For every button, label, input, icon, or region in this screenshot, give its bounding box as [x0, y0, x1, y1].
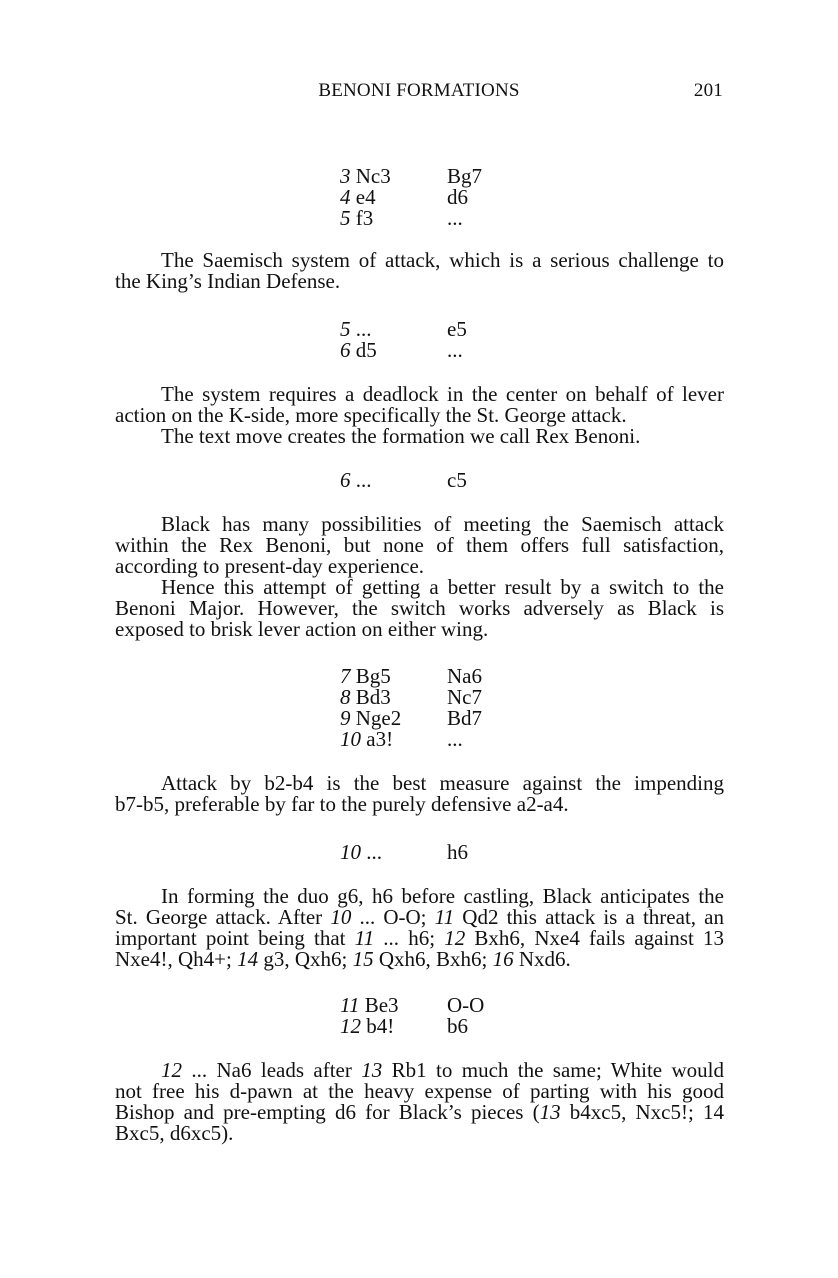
text-line: Benoni Major. However, the switch works adversely as Black is — [115, 596, 724, 620]
paragraph — [115, 773, 724, 815]
move-number: 8 — [340, 685, 351, 709]
move-row — [340, 319, 467, 340]
white-move — [340, 319, 447, 340]
white-move-text: d5 — [355, 338, 377, 362]
move-number: 6 — [340, 468, 351, 492]
text-line: Nxe4!, Qh4+; 14 g3, Qxh6; 15 Qxh6, Bxh6; 16 Nxd6. — [115, 947, 571, 971]
text-line: according to present-day experience. — [115, 554, 425, 578]
text-line: important point being that 11 ... h6; 12 Bxh6, Nxe4 fails against 13 — [115, 926, 724, 950]
black-move: ... — [447, 338, 463, 362]
white-move — [340, 842, 447, 863]
move-number: 4 — [340, 185, 351, 209]
white-move — [340, 470, 447, 491]
move-row — [340, 470, 467, 491]
white-move-text: f3 — [355, 206, 374, 230]
paragraph — [115, 1060, 724, 1144]
white-move — [340, 729, 447, 750]
white-move-text: e4 — [355, 185, 376, 209]
move-row — [340, 729, 482, 750]
text-line: within the Rex Benoni, but none of them offers full satisfaction, — [115, 533, 724, 557]
white-move-text: ... — [366, 840, 382, 864]
black-move: ... — [447, 727, 463, 751]
text-line: b7-b5, preferable by far to the purely defensive a2-a4. — [115, 792, 569, 816]
text-line: Hence this attempt of getting a better result by a switch to the — [161, 575, 724, 599]
text-line: Bxc5, d6xc5). — [115, 1121, 234, 1145]
inline-move-number: 10 — [330, 905, 352, 929]
black-move: h6 — [447, 840, 468, 864]
inline-move-number: 14 — [237, 947, 259, 971]
text-line: The text move creates the formation we call Rex Benoni. — [161, 424, 641, 448]
white-move — [340, 166, 447, 187]
white-move — [340, 1016, 447, 1037]
move-number: 6 — [340, 338, 351, 362]
white-move-text: Nc3 — [355, 164, 391, 188]
move-number: 10 — [340, 727, 361, 751]
paragraph — [115, 514, 724, 640]
move-block — [340, 666, 482, 750]
inline-move-number: 15 — [352, 947, 374, 971]
move-row — [340, 340, 467, 361]
move-row — [340, 166, 482, 187]
black-move: Nc7 — [447, 685, 482, 709]
paragraph — [115, 886, 724, 970]
move-row — [340, 208, 482, 229]
move-row — [340, 666, 482, 687]
white-move — [340, 708, 447, 729]
white-move-text: a3! — [366, 727, 394, 751]
inline-move-number: 16 — [492, 947, 514, 971]
white-move — [340, 687, 447, 708]
white-move — [340, 995, 447, 1016]
white-move-text: Nge2 — [355, 706, 402, 730]
text-line: Black has many possibilities of meeting the Saemisch attack — [161, 512, 724, 536]
white-move-text: Be3 — [364, 993, 399, 1017]
black-move: ... — [447, 206, 463, 230]
white-move-text: Bg5 — [355, 664, 391, 688]
inline-move-number: 11 — [354, 926, 375, 950]
paragraph — [115, 250, 724, 292]
text-line: action on the K-side, more specifically the St. George attack. — [115, 403, 627, 427]
move-row — [340, 1016, 484, 1037]
text-line: The system requires a deadlock in the center on behalf of lever — [161, 382, 724, 406]
white-move — [340, 187, 447, 208]
black-move: Bg7 — [447, 164, 483, 188]
move-number: 11 — [340, 993, 360, 1017]
move-block — [340, 319, 467, 361]
text-line: 12 ... Na6 leads after 13 Rb1 to much the same; White would — [161, 1058, 724, 1082]
move-row — [340, 842, 468, 863]
white-move — [340, 208, 447, 229]
white-move — [340, 666, 447, 687]
move-number: 5 — [340, 206, 351, 230]
move-number: 5 — [340, 317, 351, 341]
move-row — [340, 708, 482, 729]
white-move-text: b4! — [366, 1014, 395, 1038]
chapter-title: BENONI FORMATIONS — [318, 80, 520, 101]
inline-move-number: 11 — [434, 905, 455, 929]
text-line: exposed to brisk lever action on either wing. — [115, 617, 489, 641]
inline-move-number: 13 — [539, 1100, 561, 1124]
black-move: Bd7 — [447, 706, 483, 730]
text-line: Bishop and pre-empting d6 for Black’s pieces (13 b4xc5, Nxc5!; 14 — [115, 1100, 725, 1124]
black-move: Na6 — [447, 664, 482, 688]
text-line: not free his d-pawn at the heavy expense of parting with his good — [115, 1079, 724, 1103]
white-move — [340, 340, 447, 361]
running-header — [115, 80, 723, 108]
white-move-text: Bd3 — [355, 685, 391, 709]
inline-move-number: 13 — [361, 1058, 383, 1082]
text-line: St. George attack. After 10 ... O-O; 11 Qd2 this attack is a threat, an — [115, 905, 724, 929]
white-move-text: ... — [355, 317, 372, 341]
move-row — [340, 687, 482, 708]
move-number: 10 — [340, 840, 361, 864]
move-row — [340, 995, 484, 1016]
inline-move-number: 12 — [161, 1058, 182, 1082]
move-block — [340, 470, 467, 491]
move-block — [340, 166, 482, 229]
text-line: The Saemisch system of attack, which is a serious challenge to — [161, 248, 724, 272]
black-move: c5 — [447, 468, 467, 492]
black-move: d6 — [447, 185, 468, 209]
move-row — [340, 187, 482, 208]
move-block — [340, 995, 484, 1037]
page-number: 201 — [693, 80, 723, 101]
black-move: b6 — [447, 1014, 468, 1038]
white-move-text: ... — [355, 468, 372, 492]
black-move: O-O — [447, 993, 485, 1017]
move-block — [340, 842, 468, 863]
paragraph — [115, 384, 724, 447]
text-line: the King’s Indian Defense. — [115, 269, 341, 293]
move-number: 3 — [340, 164, 351, 188]
black-move: e5 — [447, 317, 467, 341]
move-number: 9 — [340, 706, 351, 730]
move-number: 7 — [340, 664, 351, 688]
inline-move-number: 12 — [444, 926, 466, 950]
move-number: 12 — [340, 1014, 361, 1038]
text-line: Attack by b2-b4 is the best measure against the impending — [161, 771, 724, 795]
text-line: In forming the duo g6, h6 before castling, Black anticipates the — [161, 884, 724, 908]
